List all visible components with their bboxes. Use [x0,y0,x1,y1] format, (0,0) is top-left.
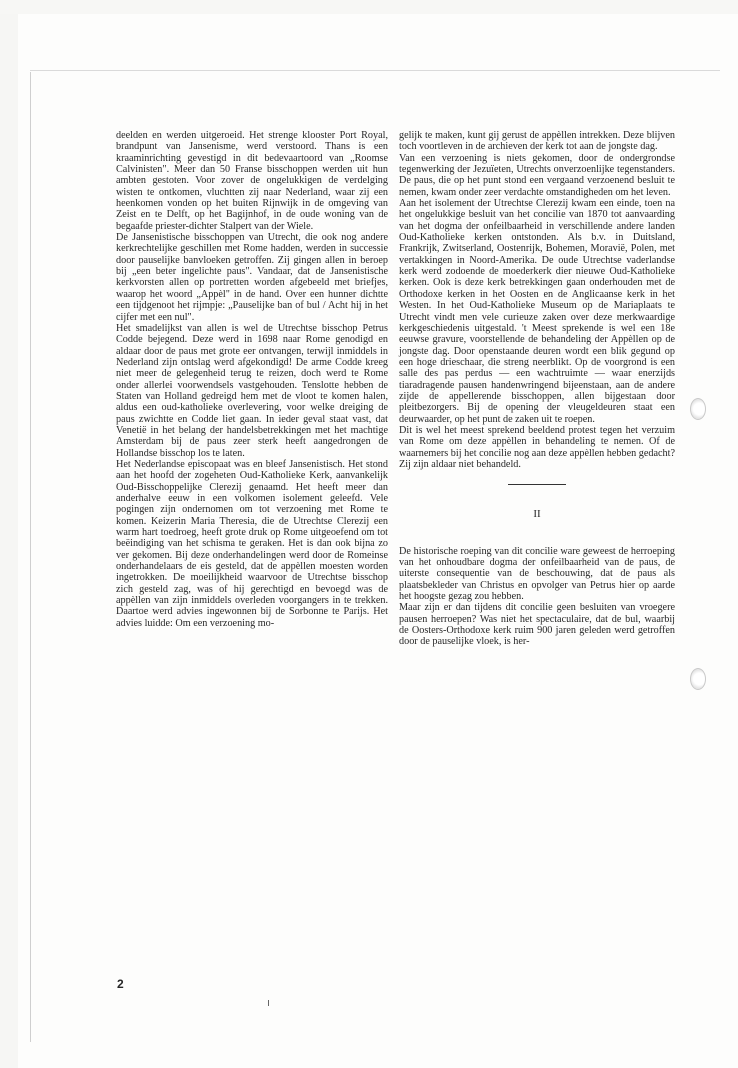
right-column [399,130,675,648]
section-heading: II [533,508,541,521]
right-paragraph-2: Van een verzoening is niets gekomen, door de ondergrondse tegenwerking der Jezuïeten, Utrechts onverzoenlijke tegenstanders. De paus, die op het punt stond een vergaand verzoenend besluit te nemen, kwam onder zeer verdachte omstandigheden om het leven. [399,152,675,198]
right-paragraph-1: gelijk te maken, kunt gij gerust de appèllen intrekken. Deze blijven toch voortleven in de archieven der kerk tot aan de jongste dag. [399,130,675,153]
scan-mark [268,1000,269,1006]
page-number: 2 [117,977,124,991]
left-paragraph-3: Het smadelijkst van allen is wel de Utrechtse bisschop Petrus Codde bejegend. Deze werd in 1698 naar Rome genodigd en aldaar door de paus met grote eer ontvangen, terwijl inmiddels in Nederland zijn ontslag werd afgekondigd! De arme Codde kreeg niet meer de gelegenheid terug te reizen, doch werd te Rome onder allerlei voorwendsels vastgehouden. Tenslotte hebben de Staten van Holland gedreigd hem met de vloot te komen halen, aldus een oud-katholieke overlevering, voor welke dreiging de paus zwichtte en Codde liet gaan. In ieder geval staat vast, dat Venetië in het belang der handelsbetrekkingen met het machtige Amsterdam bij de paus zeer sterk heeft aangedrongen de Hollandse bisschop los te laten. [116,322,388,459]
section-divider [508,484,566,485]
punch-hole-icon [690,398,706,420]
left-paragraph-1: deelden en werden uitgeroeid. Het strenge klooster Port Royal, brandpunt van Jansenisme, werd verstoord. Thans is een kraaminrichting gevestigd in dit bedevaartoord van „Roomse Calvinisten". Meer dan 50 Franse bisschoppen werden uit hun ambten gestoten. Voor zover de ongelukkigen de verdelging wisten te ontkomen, vluchtten zij naar Nederland, waar zij een heenkomen vonden op het buiten Rijnwijk in de omgeving van Zeist en te Delft, op het Bagijnhof, in de oude woning van de begaafde priester-dichter Stalpert van der Wiele. [116,130,388,232]
right-paragraph-5: De historische roeping van dit concilie ware geweest de herroeping van het onhoudbare dogma der onfeilbaarheid van de paus, de uiterste consequentie van de beschouwing, dat de paus als plaatsbekleder van Christus en opvolger van Petrus hier op aarde het hoogste gezag zou hebben. [399,545,675,603]
paper-top-edge [30,70,720,71]
left-paragraph-4: Het Nederlandse episcopaat was en bleef Jansenistisch. Het stond aan het hoofd der zogeheten Oud-Katholieke Kerk, aanvankelijk Oud-Bisschoppelijke Clerezij genaamd. Het heeft meer dan anderhalve eeuw in een volkomen isolement geleefd. Vele pogingen zijn ondernomen om tot verzoening met Rome te komen. Keizerin Maria Theresia, die de Utrechtse Clerezij een warm hart toedroeg, heeft grote druk op Rome uitgeoefend om tot beëindiging van het schisma te geraken. Het is dan ook bijna zo ver gekomen. Bij deze onderhandelingen werd door de Romeinse onderhandelaars de eis gesteld, dat de appèllen moesten worden ingetrokken. De moeilijkheid waarvoor de Utrechtse bisschop zich gesteld zag, was of hij gerechtigd en bevoegd was de appèllen van zijn inmiddels overleden voorgangers in te trekken. Daartoe werd advies ingewonnen bij de Sorbonne te Parijs. Het advies luidde: Om een verzoening mo- [116,458,388,629]
scan-margin-top [0,0,738,14]
punch-hole-icon [690,668,706,690]
left-paragraph-2: De Jansenistische bisschoppen van Utrecht, die ook nog andere kerkrechtelijke geschillen met Rome hadden, werden in successie door pauselijke banvloeken getroffen. Zij gingen allen in beroep bij „een beter ingelichte paus". Vandaar, dat de Jansenistische kerkvorsten allen op portretten worden afgebeeld met briefjes, waarop het woord „Appèl" in de hand. Over een hunner dichtte een tijdgenoot het rijmpje: „Pauselijke ban of bul / Acht hij in het cijfer met een nul". [116,232,388,323]
paper-left-edge [30,72,31,1042]
right-paragraph-6: Maar zijn er dan tijdens dit concilie geen besluiten van vroegere pausen herroepen? Was niet het spectaculaire, dat de bul, waarbij de Oosters-Orthodoxe kerk ruim 900 jaren geleden werd getroffen door de pauselijke vloek, is her- [399,602,675,648]
right-paragraph-4: Dit is wel het meest sprekend beeldend protest tegen het verzuim van Rome om deze appèllen in behandeling te nemen. Of de waarnemers bij het concilie nog aan deze appèllen hebben gedacht? Zij zijn aldaar niet behandeld. [399,424,675,470]
scan-margin-left [0,0,18,1068]
left-column [116,130,388,629]
right-paragraph-3: Aan het isolement der Utrechtse Clerezij kwam een einde, toen na het ongelukkige besluit van het concilie van 1870 tot aanvaarding van het dogma der onfeilbaarheid in verschillende andere landen Oud-Katholieke kerken ontstonden. Als b.v. in Duitsland, Frankrijk, Zwitserland, Oostenrijk, Bohemen, Moravië, Polen, met vertakkingen in Noord-Amerika. De oude Utrechtse vaderlandse kerk werd zodoende de moederkerk dier nieuwe Oud-Katholieke kerken. Ook is deze kerk betrekkingen gaan onderhouden met de Orthodoxe kerken in het Oosten en de Anglicaanse kerk in het Westen. In het Oud-Katholieke Museum op de Mariaplaats te Utrecht vindt men vele curieuze zaken over deze merkwaardige kerkgeschiedenis uitgestald. 't Meest sprekende is wel een 18e eeuwse gravure, voorstellende de behandeling der Appèllen op de jongste dag. Door openstaande deuren wordt een blik gegund op een hoge drieschaar, die streng neerblikt. Op de voorgrond is een salle des pas perdus — een wachtruimte — waar enerzijds tiaradragende pausen handenwringend bijeenstaan, aan de andere zijde de appellerende bisschoppen, allen bijgestaan door pleitbezorgers. Bij de opening der vleugeldeuren staat een deurwaarder, op het punt de zaken uit te roepen. [399,198,675,425]
